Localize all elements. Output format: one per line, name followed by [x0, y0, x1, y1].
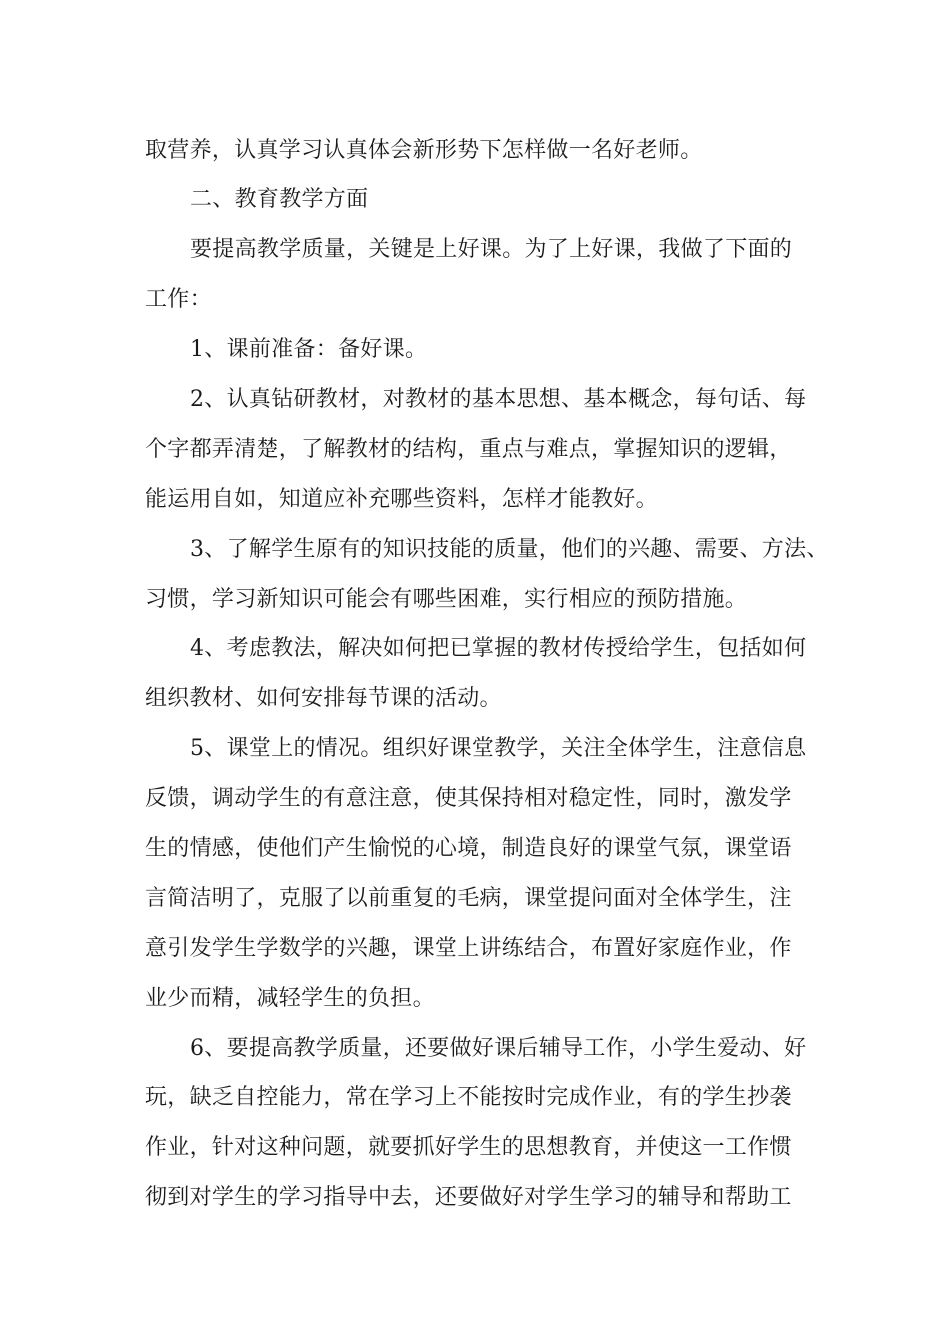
text-line: 取营养，认真学习认真体会新形势下怎样做一名好老师。 [145, 138, 703, 163]
text-line: 生的情感，使他们产生愉悦的心境，制造良好的课堂气氛，课堂语 [145, 836, 792, 861]
text-line: 作业，针对这种问题，就要抓好学生的思想教育，并使这一工作惯 [145, 1135, 792, 1160]
text-line: 言简洁明了，克服了以前重复的毛病，课堂提问面对全体学生，注 [145, 886, 792, 911]
text-line: 工作： [145, 287, 212, 312]
list-item-5: 5、课堂上的情况。组织好课堂教学，关注全体学生，注意信息 [190, 736, 807, 761]
text-line: 玩，缺乏自控能力，常在学习上不能按时完成作业，有的学生抄袭 [145, 1085, 792, 1110]
list-item-3: 3、了解学生原有的知识技能的质量，他们的兴趣、需要、方法、 [190, 537, 829, 562]
list-item-4: 4、考虑教法，解决如何把已掌握的教材传授给学生，包括如何 [190, 636, 807, 661]
paragraph-start: 要提高教学质量，关键是上好课。为了上好课，我做了下面的 [190, 237, 793, 262]
text-line: 能运用自如，知道应补充哪些资料，怎样才能教好。 [145, 487, 658, 512]
text-line: 业少而精，减轻学生的负担。 [145, 986, 435, 1011]
text-line: 组织教材、如何安排每节课的活动。 [145, 686, 502, 711]
section-heading: 二、教育教学方面 [190, 187, 369, 212]
list-item-2: 2、认真钻研教材，对教材的基本思想、基本概念，每句话、每 [190, 387, 807, 412]
text-line: 彻到对学生的学习指导中去，还要做好对学生学习的辅导和帮助工 [145, 1185, 792, 1210]
text-line: 个字都弄清楚，了解教材的结构，重点与难点，掌握知识的逻辑， [145, 437, 792, 462]
text-line: 反馈，调动学生的有意注意，使其保持相对稳定性，同时，激发学 [145, 786, 792, 811]
text-line: 习惯，学习新知识可能会有哪些困难，实行相应的预防措施。 [145, 587, 748, 612]
list-item-1: 1、课前准备：备好课。 [190, 337, 428, 362]
text-line: 意引发学生学数学的兴趣，课堂上讲练结合，布置好家庭作业，作 [145, 936, 792, 961]
list-item-6: 6、要提高教学质量，还要做好课后辅导工作，小学生爱动、好 [190, 1036, 807, 1061]
